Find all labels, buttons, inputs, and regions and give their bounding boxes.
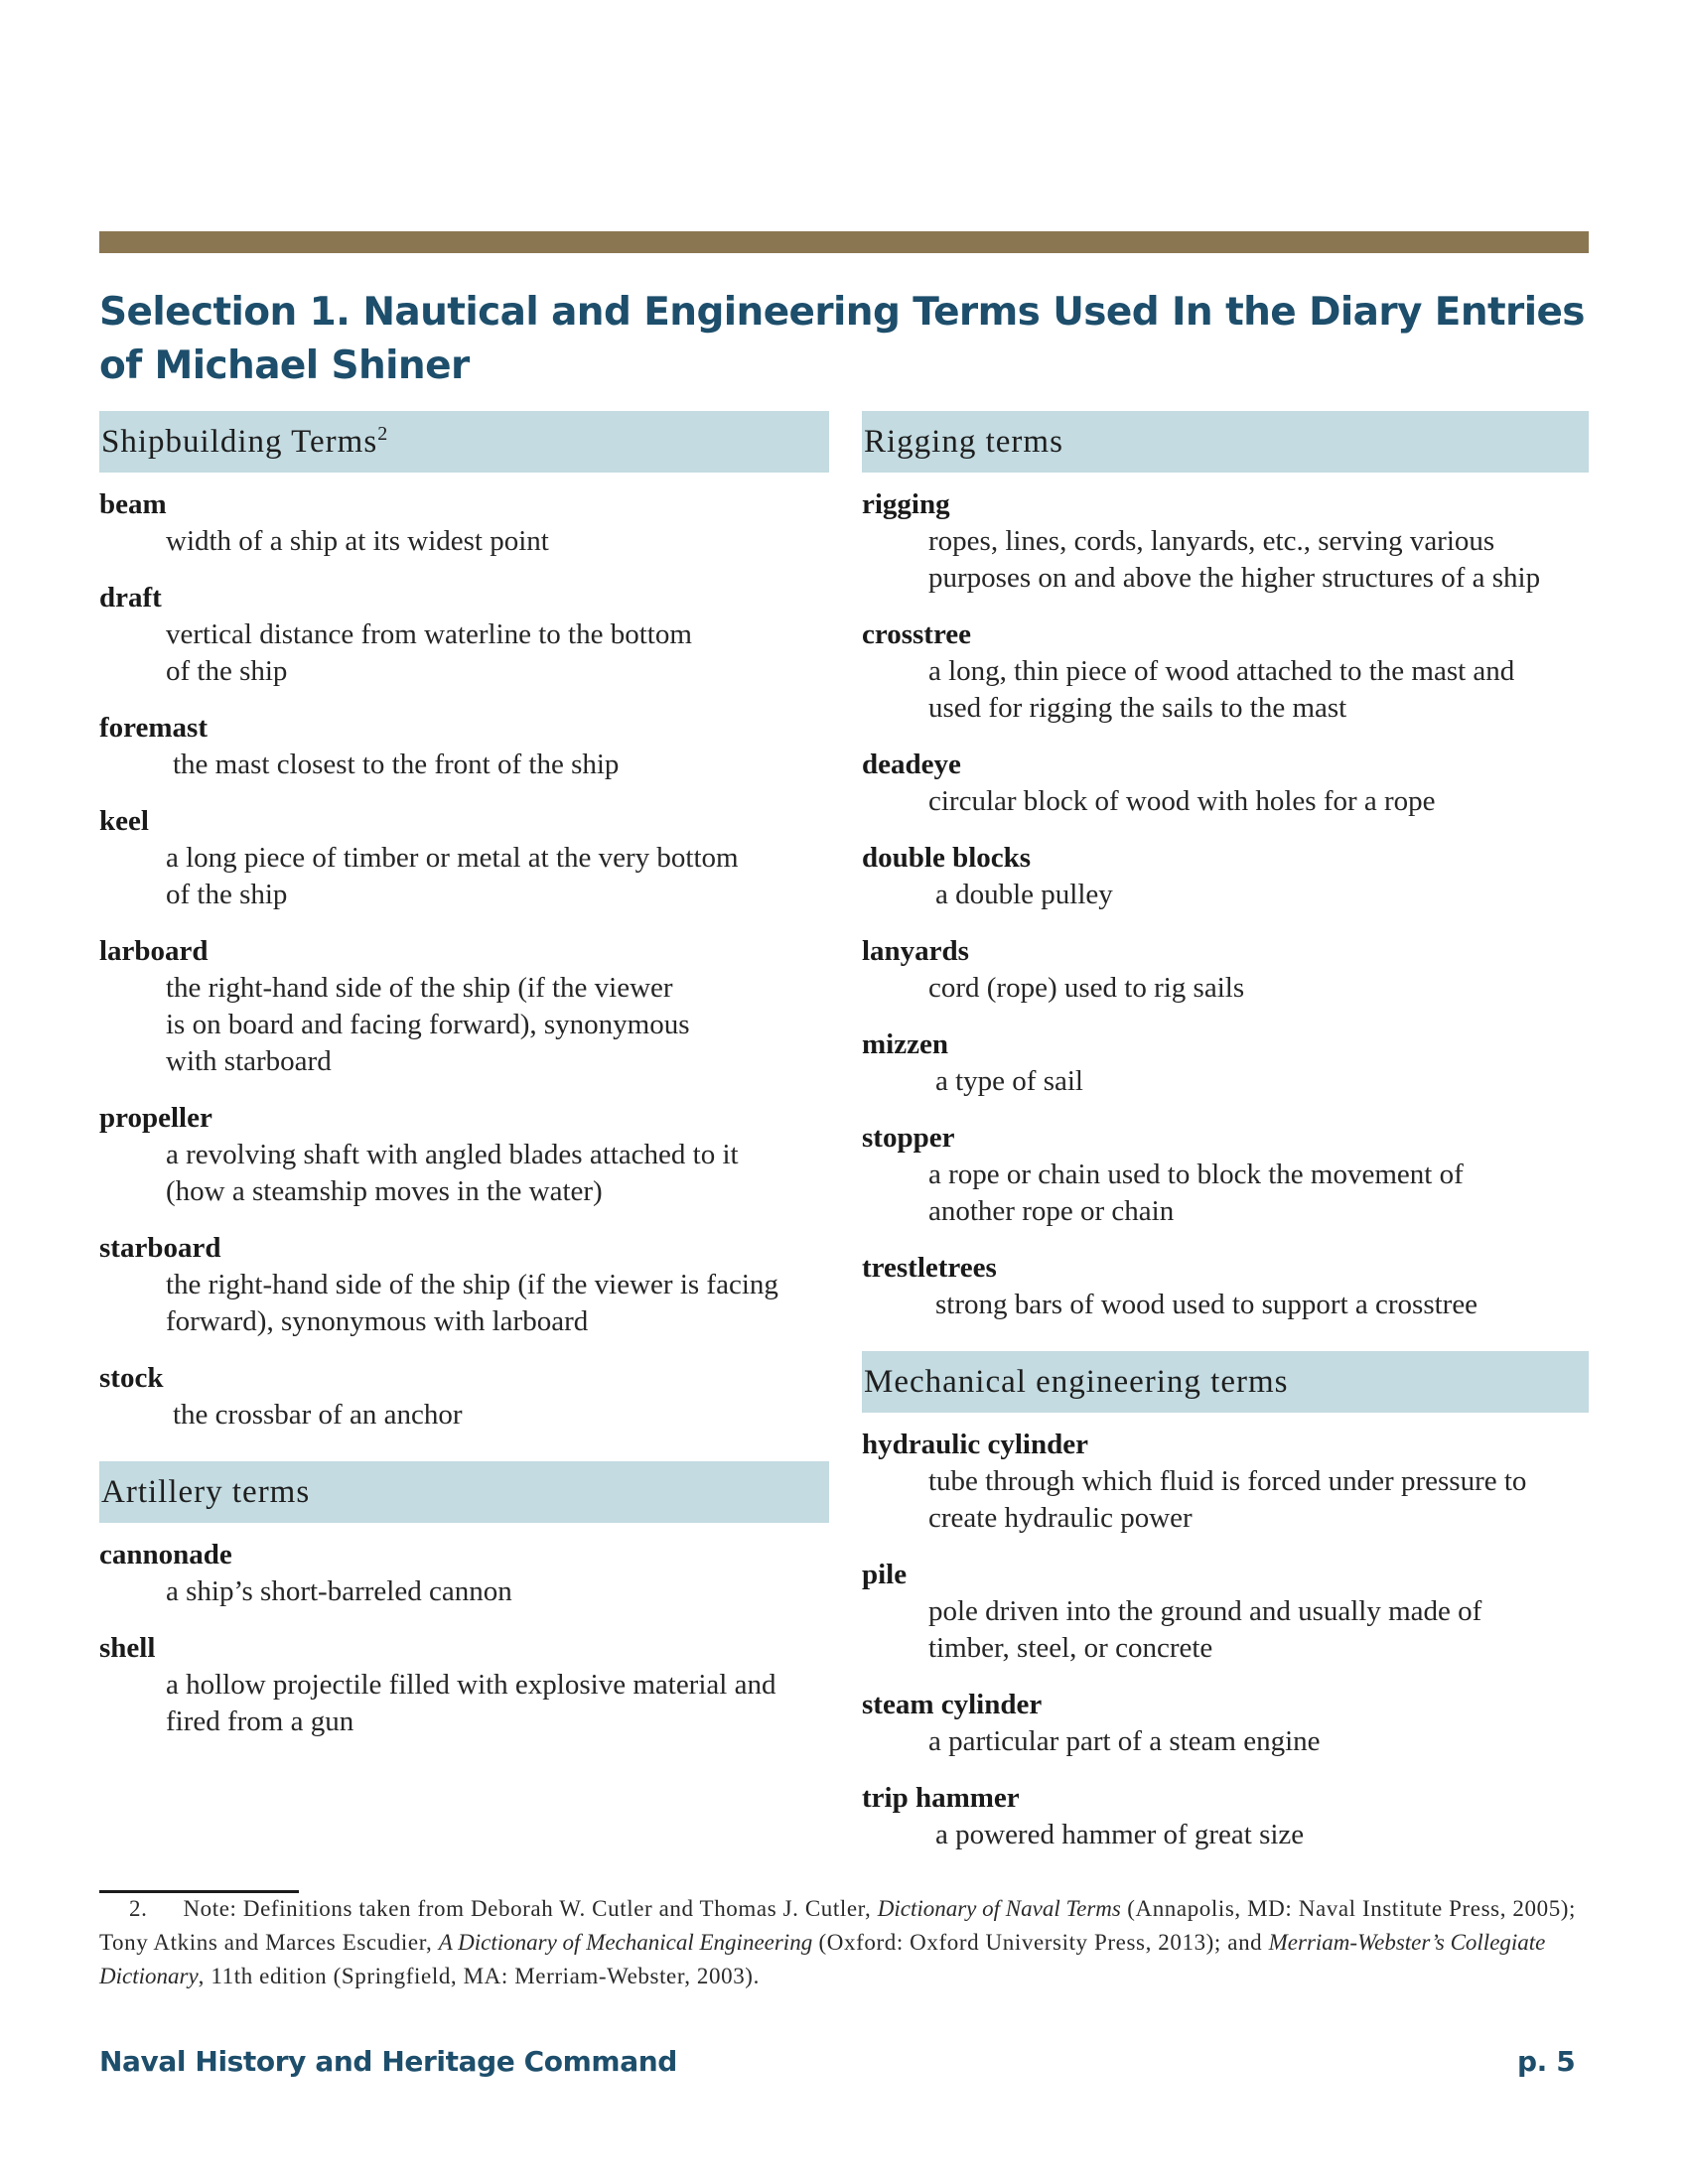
glossary-term: trip hammer (862, 1782, 1020, 1814)
glossary-term: hydraulic cylinder (862, 1429, 1088, 1460)
glossary-entry (862, 747, 1589, 820)
glossary-term: double blocks (862, 842, 1032, 874)
footnote-citation-title: A Dictionary of Mechanical Engineering (438, 1930, 813, 1955)
footnote-marker: 2 (377, 423, 389, 445)
glossary-entry (862, 1557, 1589, 1667)
footnote-text: , 11th edition (Springfield, MA: Merriam-Webster, 2003). (198, 1964, 760, 1988)
glossary-definition: a rope or chain used to block the movement of another rope or chain (928, 1159, 1464, 1227)
glossary-definition: circular block of wood with holes for a rope (928, 785, 1436, 817)
glossary-entry (99, 933, 829, 1080)
glossary-definition: ropes, lines, cords, lanyards, etc., serving various purposes on and above the higher structures of a ship (928, 525, 1541, 594)
left-column (99, 411, 829, 1768)
glossary-term: starboard (99, 1232, 221, 1264)
glossary-definition: the right-hand side of the ship (if the viewer is on board and facing forward), synonymous with starboard (166, 972, 690, 1077)
glossary-term: steam cylinder (862, 1689, 1043, 1720)
glossary-definition: strong bars of wood used to support a crosstree (935, 1289, 1478, 1320)
glossary-term: trestletrees (862, 1252, 997, 1284)
rigging-entries (862, 473, 1589, 1351)
glossary-definition: the mast closest to the front of the ship (173, 749, 620, 780)
glossary-definition: a long, thin piece of wood attached to the mast and used for rigging the sails to the mast (928, 655, 1515, 724)
glossary-entry (862, 1687, 1589, 1760)
section-heading-rigging: Rigging terms (862, 411, 1589, 473)
footnote-text: (Annapolis, MD: Naval Institute Press, 2005); Tony Atkins and Marces Escudier, (99, 1896, 1577, 1955)
glossary-term: lanyards (862, 935, 969, 967)
mechanical-entries (862, 1413, 1589, 1881)
glossary-entry (862, 616, 1589, 727)
glossary-definition: pole driven into the ground and usually made of timber, steel, or concrete (928, 1595, 1482, 1664)
shipbuilding-entries (99, 473, 829, 1461)
glossary-term: crosstree (862, 618, 972, 650)
glossary-term: shell (99, 1632, 156, 1664)
glossary-term: cannonade (99, 1539, 232, 1570)
section-heading-artillery: Artillery terms (99, 1461, 829, 1523)
glossary-entry (862, 933, 1589, 1007)
glossary-definition: the crossbar of an anchor (173, 1399, 463, 1431)
artillery-entries (99, 1523, 829, 1768)
glossary-entry (862, 1026, 1589, 1100)
top-rule (99, 231, 1589, 253)
page-number: p. 5 (1517, 2045, 1576, 2078)
glossary-entry (99, 1360, 829, 1433)
glossary-definition: a revolving shaft with angled blades attached to it (how a steamship moves in the water) (166, 1139, 739, 1207)
glossary-entry (862, 840, 1589, 913)
glossary-definition: a type of sail (935, 1065, 1083, 1097)
glossary-definition: a double pulley (935, 879, 1113, 910)
glossary-entry (99, 803, 829, 913)
glossary-term: pile (862, 1559, 908, 1590)
glossary-term: draft (99, 582, 162, 614)
glossary-term: deadeye (862, 749, 961, 780)
right-column (862, 411, 1589, 1881)
glossary-entry (862, 1780, 1589, 1853)
glossary-entry (99, 1230, 829, 1340)
glossary-definition: a long piece of timber or metal at the very bottom of the ship (166, 842, 739, 910)
page-title: Selection 1. Nautical and Engineering Terms Used In the Diary Entries of Michael Shiner (99, 290, 1585, 388)
footnote-text: Note: Definitions taken from Deborah W. Cutler and Thomas J. Cutler, (183, 1896, 878, 1921)
glossary-entry (862, 1120, 1589, 1230)
glossary-term: rigging (862, 488, 950, 520)
glossary-term: foremast (99, 712, 208, 744)
section-heading-mechanical: Mechanical engineering terms (862, 1351, 1589, 1413)
glossary-definition: tube through which fluid is forced under pressure to create hydraulic power (928, 1465, 1527, 1534)
glossary-definition: vertical distance from waterline to the bottom of the ship (166, 618, 692, 687)
glossary-term: mizzen (862, 1028, 948, 1060)
section-heading-shipbuilding (99, 411, 829, 473)
glossary-term: larboard (99, 935, 209, 967)
glossary-definition: a powered hammer of great size (935, 1819, 1305, 1850)
glossary-entry (99, 1630, 829, 1740)
glossary-term: stopper (862, 1122, 955, 1154)
glossary-term: stock (99, 1362, 164, 1394)
glossary-entry (862, 1427, 1589, 1537)
section-heading-label: Shipbuilding Terms (101, 424, 378, 460)
footnote-citation-title: Merriam-Webster’s Collegiate Dictionary (99, 1930, 1546, 1988)
glossary-definition: cord (rope) used to rig sails (928, 972, 1245, 1004)
glossary-term: beam (99, 488, 167, 520)
footnote-number: 2. (129, 1896, 148, 1921)
glossary-term: keel (99, 805, 149, 837)
glossary-definition: width of a ship at its widest point (166, 525, 549, 557)
glossary-entry (99, 710, 829, 783)
glossary-definition: a ship’s short-barreled cannon (166, 1575, 512, 1607)
footnote-citation-title: Dictionary of Naval Terms (877, 1896, 1121, 1921)
glossary-definition: a hollow projectile filled with explosive material and fired from a gun (166, 1669, 776, 1737)
glossary-entry (99, 580, 829, 690)
glossary-entry (862, 486, 1589, 597)
glossary-entry (99, 486, 829, 560)
glossary-entry (99, 1100, 829, 1210)
footnote-text: (Oxford: Oxford University Press, 2013); and (812, 1930, 1269, 1955)
glossary-definition: a particular part of a steam engine (928, 1725, 1321, 1757)
footnote (99, 1892, 1589, 1993)
footer-organization: Naval History and Heritage Command (99, 2045, 677, 2078)
glossary-entry (99, 1537, 829, 1610)
glossary-definition: the right-hand side of the ship (if the viewer is facing forward), synonymous with larboard (166, 1269, 778, 1337)
glossary-entry (862, 1250, 1589, 1323)
glossary-term: propeller (99, 1102, 212, 1134)
